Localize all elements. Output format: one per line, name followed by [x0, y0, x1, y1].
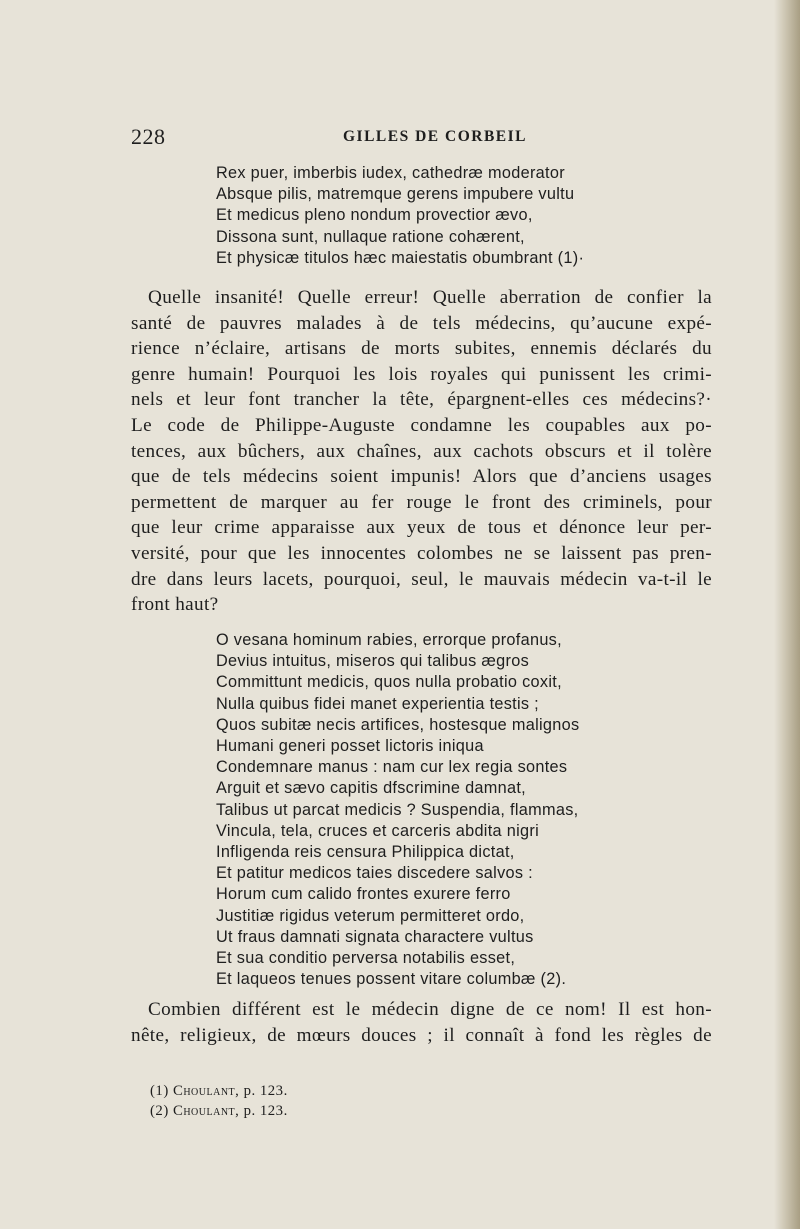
verse-line: Talibus ut parcat medicis ? Suspendia, flammas, [216, 800, 579, 819]
latin-verse-1 [216, 163, 716, 269]
verse-line: Et medicus pleno nondum provectior ævo, [216, 206, 533, 225]
paragraph-line: que leur crime apparaisse aux yeux de tous et dénonce leur per- [131, 517, 712, 539]
footnote-marker: (1) [150, 1083, 169, 1099]
footnotes [150, 1081, 550, 1121]
verse-line: Et laqueos tenues possent vitare columbæ (2). [216, 970, 567, 989]
running-title: GILLES DE CORBEIL [343, 128, 527, 145]
verse-line: Nulla quibus fidei manet experientia testis ; [216, 694, 540, 713]
page-edge-shadow [774, 0, 800, 1229]
paragraph-line: permettent de marquer au fer rouge le front des criminels, pour [131, 491, 712, 513]
paragraph-line: tences, aux bûchers, aux chaînes, aux cachots obscurs et il tolère [131, 440, 712, 462]
verse-line: Et patitur medicos taies discedere salvos : [216, 864, 533, 883]
verse-line: Justitiæ rigidus veterum permitteret ordo, [216, 906, 525, 925]
verse-line: Humani generi posset lictoris iniqua [216, 737, 484, 756]
paragraph-line: Combien différent est le médecin digne de ce nom! Il est hon- [148, 999, 712, 1020]
paragraph-2 [131, 997, 712, 1048]
verse-line: Absque pilis, matremque gerens impubere vultu [216, 185, 575, 204]
paragraph-line: nête, religieux, de mœurs douces ; il connaît à fond les règles de [131, 1024, 712, 1046]
latin-verse-2 [216, 630, 716, 990]
verse-line: O vesana hominum rabies, errorque profanus, [216, 631, 562, 649]
verse-line: Devius intuitus, miseros qui talibus ægros [216, 652, 530, 671]
paragraph-line: rience n’éclaire, artisans de morts subites, ennemis déclarés du [131, 338, 712, 360]
footnote-ref: , p. 123. [235, 1083, 288, 1099]
paragraph-line: genre humain! Pourquoi les lois royales qui punissent les crimi- [131, 363, 712, 385]
verse-line: Vincula, tela, cruces et carceris abdita nigri [216, 821, 539, 840]
paragraph-line: versité, pour que les innocentes colombes ne se laissent pas pren- [131, 542, 712, 564]
verse-line: Dissona sunt, nullaque ratione cohærent, [216, 227, 525, 246]
footnote-author: Choulant [172, 1083, 236, 1099]
verse-line: Quos subitæ necis artifices, hostesque malignos [216, 715, 580, 734]
paragraph-line: front haut? [131, 594, 219, 616]
paragraph-line: santé de pauvres malades à de tels médecins, qu’aucune expé- [131, 312, 712, 334]
verse-line: Infligenda reis censura Philippica dictat, [216, 843, 515, 862]
paragraph-line: Quelle insanité! Quelle erreur! Quelle aberration de confier la [148, 287, 712, 308]
footnote [150, 1081, 550, 1101]
verse-line: Ut fraus damnati signata charactere vultus [216, 927, 534, 946]
paragraph-line: que de tels médecins soient impunis! Alors que d’anciens usages [131, 466, 712, 488]
verse-line: Rex puer, imberbis iudex, cathedræ moderator [216, 164, 565, 182]
paragraph-1 [131, 285, 712, 618]
paragraph-line: dre dans leurs lacets, pourquoi, seul, le mauvais médecin va-t-il le [131, 568, 712, 590]
page-header [131, 126, 711, 150]
footnote-ref: , p. 123. [235, 1103, 288, 1119]
footnote-author: Choulant [172, 1103, 236, 1119]
footnote-marker: (2) [150, 1103, 169, 1119]
verse-line: Horum cum calido frontes exurere ferro [216, 885, 511, 904]
footnote [150, 1101, 550, 1121]
paragraph-line: nels et leur font trancher la tête, épargnent-elles ces médecins?· [131, 389, 712, 411]
page-number: 228 [131, 124, 166, 149]
verse-line: Et sua conditio perversa notabilis esset, [216, 949, 516, 968]
verse-line: Condemnare manus : nam cur lex regia sontes [216, 758, 568, 777]
verse-line: Et physicæ titulos hæc maiestatis obumbrant (1)· [216, 248, 585, 267]
verse-line: Committunt medicis, quos nulla probatio coxit, [216, 673, 562, 692]
paragraph-line: Le code de Philippe-Auguste condamne les coupables aux po- [131, 414, 712, 436]
verse-line: Arguit et sævo capitis dfscrimine damnat, [216, 779, 527, 798]
